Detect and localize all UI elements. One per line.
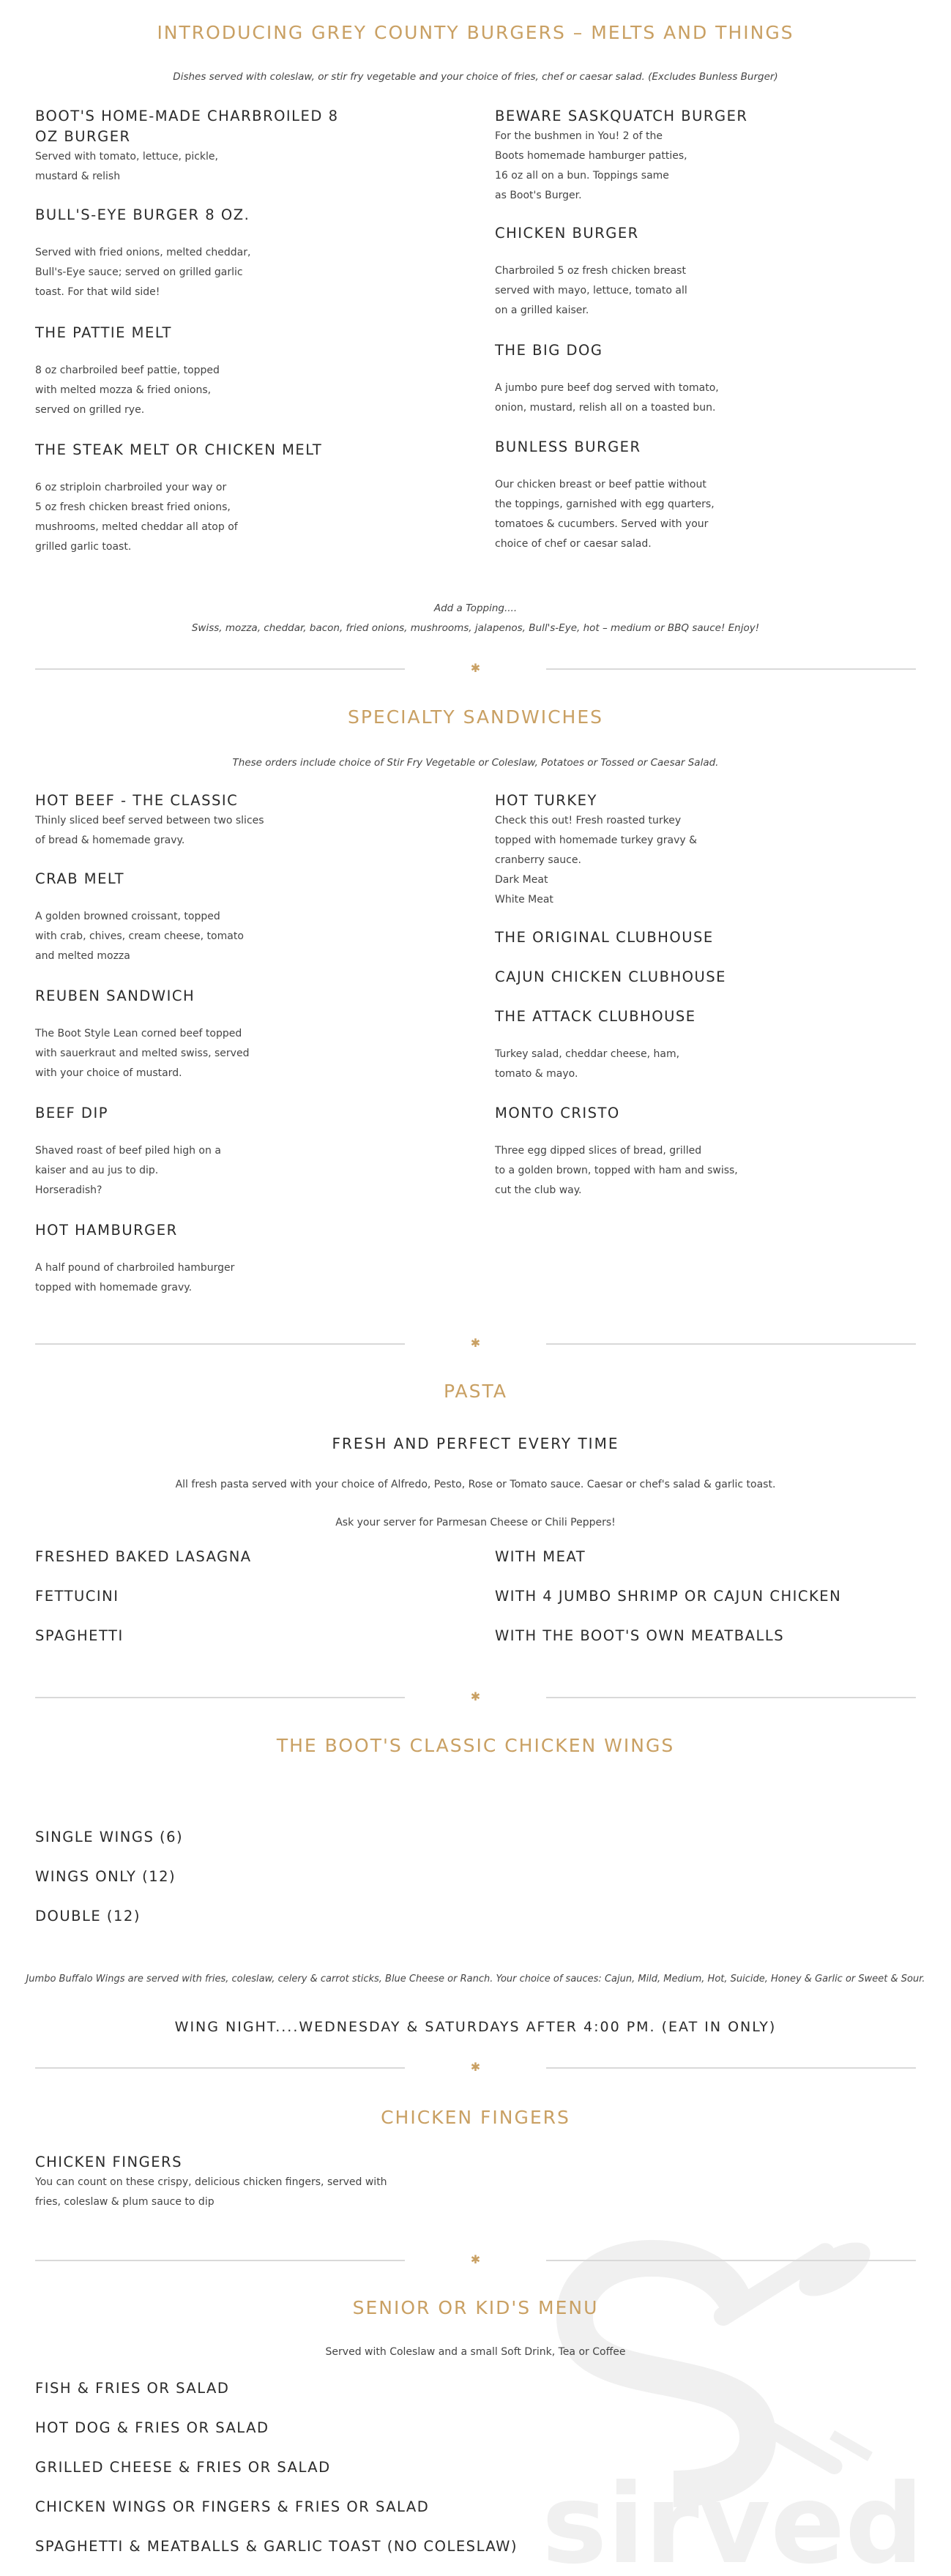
menu-item bbox=[35, 1103, 357, 1220]
item-name: CHICKEN FINGERS bbox=[35, 2154, 182, 2170]
menu-item bbox=[495, 967, 920, 1007]
pasta-note-sauces: All fresh pasta served with your choice of Alfredo, Pesto, Rose or Tomato sauce. Caesar or chef's salad & garlic toast. bbox=[175, 1479, 776, 1490]
menu-item bbox=[495, 340, 920, 437]
wing-night: WING NIGHT....WEDNESDAY & SATURDAYS AFTER 4:00 PM. (EAT IN ONLY) bbox=[174, 2019, 777, 2035]
menu-item bbox=[495, 927, 920, 967]
sandwiches-subtitle: These orders include choice of Stir Fry Vegetable or Coleslaw, Potatoes or Tossed or Caesar Salad. bbox=[232, 757, 719, 769]
pasta-note-parmesan: Ask your server for Parmesan Cheese or Chili Peppers! bbox=[335, 1517, 616, 1528]
item-desc: A half pound of charbroiled hamburger topped with homemade gravy. bbox=[35, 1262, 235, 1293]
wings-item: WINGS ONLY (12) bbox=[35, 1868, 176, 1885]
section-divider bbox=[35, 661, 916, 676]
star-icon: ✱ bbox=[470, 1336, 481, 1350]
menu-item bbox=[35, 986, 357, 1103]
burgers-left-col bbox=[35, 106, 357, 557]
wings-item: SINGLE WINGS (6) bbox=[35, 1829, 184, 1845]
burgers-title: INTRODUCING GREY COUNTY BURGERS – MELTS AND THINGS bbox=[157, 22, 794, 43]
sandwiches-left-col bbox=[35, 791, 357, 1298]
pasta-tagline: FRESH AND PERFECT EVERY TIME bbox=[332, 1435, 619, 1452]
item-name: HOT HAMBURGER bbox=[35, 1222, 178, 1239]
section-divider bbox=[35, 2252, 916, 2267]
pasta-item: SPAGHETTI bbox=[35, 1627, 124, 1644]
item-name: BULL'S-EYE BURGER 8 OZ. bbox=[35, 206, 250, 223]
topping-title: Add a Topping.... bbox=[433, 602, 518, 614]
menu-item bbox=[495, 106, 920, 223]
kids-item: CHICKEN WINGS OR FINGERS & FRIES OR SALAD bbox=[35, 2498, 430, 2515]
item-name: MONTO CRISTO bbox=[495, 1105, 620, 1121]
item-desc: Our chicken breast or beef pattie without the toppings, garnished with egg quarters, tomatoes & cucumbers. Served with your choice of chef or caesar salad. bbox=[495, 479, 715, 550]
sandwiches-right-col bbox=[495, 791, 920, 1201]
item-name: BUNLESS BURGER bbox=[495, 438, 641, 455]
item-desc: For the bushmen in You! 2 of the Boots homemade hamburger patties, 16 oz all on a bun. Toppings same as Boot's Burger. bbox=[495, 130, 687, 201]
item-name: HOT TURKEY bbox=[495, 792, 597, 809]
star-icon: ✱ bbox=[470, 2060, 481, 2074]
item-name: THE PATTIE MELT bbox=[35, 324, 172, 341]
item-name: CAJUN CHICKEN CLUBHOUSE bbox=[495, 968, 726, 985]
item-name: THE BIG DOG bbox=[495, 342, 603, 359]
kids-item: HOT DOG & FRIES OR SALAD bbox=[35, 2419, 269, 2436]
kids-title: SENIOR OR KID'S MENU bbox=[352, 2297, 599, 2318]
star-icon: ✱ bbox=[470, 661, 481, 675]
item-desc: Thinly sliced beef served between two slices of bread & homemade gravy. bbox=[35, 815, 264, 846]
burgers-subtitle: Dishes served with coleslaw, or stir fry vegetable and your choice of fries, chef or caesar salad. (Excludes Bunless Burger) bbox=[173, 71, 778, 83]
star-icon: ✱ bbox=[470, 2252, 481, 2266]
kids-item: SPAGHETTI & MEATBALLS & GARLIC TOAST (NO COLESLAW) bbox=[35, 2538, 518, 2555]
section-divider bbox=[35, 1336, 916, 1351]
kids-item: GRILLED CHEESE & FRIES OR SALAD bbox=[35, 2459, 331, 2476]
item-desc: Charbroiled 5 oz fresh chicken breast served with mayo, lettuce, tomato all on a grilled kaiser. bbox=[495, 265, 687, 316]
wings-note: Jumbo Buffalo Wings are served with fries, coleslaw, celery & carrot sticks, Blue Cheese or Ranch. Your choice of sauces: Cajun, Mild, Medium, Hot, Suicide, Honey & Garlic or Sweet & Sour. bbox=[26, 1974, 925, 1985]
menu-item bbox=[495, 1103, 920, 1201]
menu-item bbox=[35, 106, 357, 205]
pasta-option: WITH THE BOOT'S OWN MEATBALLS bbox=[495, 1627, 785, 1644]
item-name: THE ATTACK CLUBHOUSE bbox=[495, 1008, 696, 1025]
fingers-title: CHICKEN FINGERS bbox=[381, 2107, 570, 2128]
menu-item bbox=[495, 1007, 920, 1103]
pasta-right-col bbox=[495, 1547, 920, 1646]
menu-item bbox=[35, 791, 357, 869]
pasta-left-col bbox=[35, 1547, 445, 1646]
menu-item bbox=[495, 791, 920, 927]
menu-item bbox=[35, 440, 357, 557]
menu-item bbox=[495, 437, 920, 554]
item-name: REUBEN SANDWICH bbox=[35, 988, 195, 1004]
item-name: BOOT'S HOME-MADE CHARBROILED 8 OZ BURGER bbox=[35, 108, 339, 145]
item-desc: A golden browned croissant, topped with crab, chives, cream cheese, tomato and melted mozza bbox=[35, 911, 244, 962]
item-desc: The Boot Style Lean corned beef topped with sauerkraut and melted swiss, served with your choice of mustard. bbox=[35, 1028, 250, 1079]
pasta-option: WITH 4 JUMBO SHRIMP OR CAJUN CHICKEN bbox=[495, 1588, 842, 1605]
wings-title: THE BOOT'S CLASSIC CHICKEN WINGS bbox=[276, 1735, 675, 1756]
item-desc: You can count on these crispy, delicious chicken fingers, served with fries, coleslaw & plum sauce to dip bbox=[35, 2176, 387, 2208]
item-desc: Three egg dipped slices of bread, grilled to a golden brown, topped with ham and swiss, cut the club way. bbox=[495, 1145, 738, 1196]
sandwiches-title: SPECIALTY SANDWICHES bbox=[347, 706, 604, 728]
menu-item bbox=[35, 1220, 357, 1298]
item-desc: Turkey salad, cheddar cheese, ham, tomato & mayo. bbox=[495, 1048, 680, 1080]
item-desc: Served with tomato, lettuce, pickle, mustard & relish bbox=[35, 151, 218, 182]
burgers-right-col bbox=[495, 106, 920, 554]
item-name: THE STEAK MELT OR CHICKEN MELT bbox=[35, 441, 323, 458]
item-desc: Shaved roast of beef piled high on a kaiser and au jus to dip. Horseradish? bbox=[35, 1145, 221, 1196]
item-name: CRAB MELT bbox=[35, 870, 125, 887]
wings-list bbox=[35, 1827, 474, 1927]
section-divider bbox=[35, 2060, 916, 2075]
kids-list bbox=[35, 2378, 621, 2557]
item-desc: 6 oz striploin charbroiled your way or 5 oz fresh chicken breast fried onions, mushrooms, melted cheddar all atop of grilled garlic toast. bbox=[35, 482, 238, 553]
item-desc: Served with fried onions, melted cheddar, Bull's-Eye sauce; served on grilled garlic toast. For that wild side! bbox=[35, 247, 251, 298]
menu-item bbox=[35, 869, 357, 986]
menu-item bbox=[35, 2152, 489, 2212]
menu-item bbox=[35, 323, 357, 440]
item-desc: Check this out! Fresh roasted turkey topped with homemade turkey gravy & cranberry sauce. Dark Meat White Meat bbox=[495, 815, 698, 906]
watermark-text: sirved bbox=[542, 2461, 915, 2569]
item-name: THE ORIGINAL CLUBHOUSE bbox=[495, 929, 714, 946]
section-divider bbox=[35, 1690, 916, 1704]
pasta-option: WITH MEAT bbox=[495, 1548, 586, 1565]
item-name: BEEF DIP bbox=[35, 1105, 108, 1121]
wings-item: DOUBLE (12) bbox=[35, 1908, 141, 1924]
kids-subtitle: Served with Coleslaw and a small Soft Drink, Tea or Coffee bbox=[325, 2346, 626, 2358]
topping-list: Swiss, mozza, cheddar, bacon, fried onions, mushrooms, jalapenos, Bull's-Eye, hot – medium or BBQ sauce! Enjoy! bbox=[191, 622, 760, 634]
pasta-item: FRESHED BAKED LASAGNA bbox=[35, 1548, 252, 1565]
kids-item: FISH & FRIES OR SALAD bbox=[35, 2380, 230, 2397]
item-desc: A jumbo pure beef dog served with tomato, onion, mustard, relish all on a toasted bun. bbox=[495, 382, 719, 414]
menu-item bbox=[35, 205, 357, 323]
pasta-title: PASTA bbox=[444, 1381, 507, 1402]
item-name: CHICKEN BURGER bbox=[495, 225, 639, 242]
item-name: HOT BEEF - THE CLASSIC bbox=[35, 792, 239, 809]
pasta-item: FETTUCINI bbox=[35, 1588, 119, 1605]
menu-item bbox=[495, 223, 920, 340]
item-name: BEWARE SASKQUATCH BURGER bbox=[495, 108, 748, 124]
item-desc: 8 oz charbroiled beef pattie, topped with melted mozza & fried onions, served on grilled rye. bbox=[35, 365, 220, 416]
star-icon: ✱ bbox=[470, 1690, 481, 1703]
